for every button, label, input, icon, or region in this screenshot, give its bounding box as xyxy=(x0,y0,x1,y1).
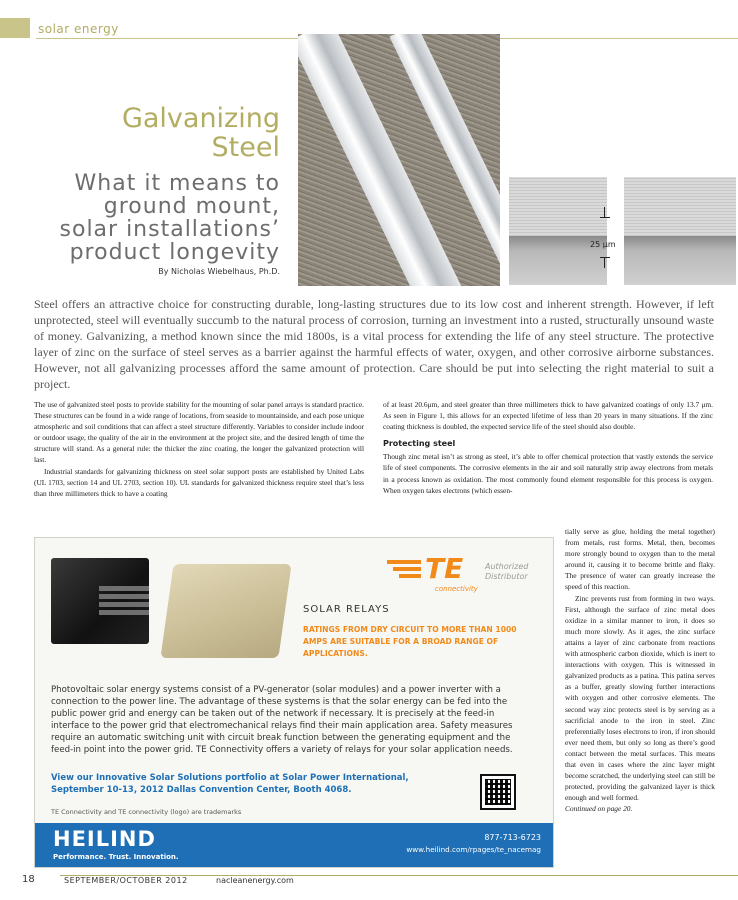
section-label: solar energy xyxy=(38,22,119,36)
ad-url-link[interactable]: www.heilind.com/rpages/te_nacemag xyxy=(406,845,541,854)
steel-substrate xyxy=(624,236,736,285)
ad-body: Photovoltaic solar energy systems consist of a PV-generator (solar modules) and a power inverter with a connection to the power line. The advantage of these systems is that the solar energy can be fed into the public power grid and energy can be taken out of the network if necessary. It is precisely at the feed-in interface to the power grid that electromechanical relays find their main application area. Safety measures require an automatic switching unit with circuit break function between the generating equipment and the feed-in point into the power grid. TE Connectivity offers a variety of relays for your solar application needs. xyxy=(51,685,513,755)
micrograph-left xyxy=(509,177,607,285)
section-color-block xyxy=(0,18,30,38)
zinc-layer xyxy=(624,177,736,236)
solar-rail-photo xyxy=(298,34,500,286)
scale-label: 25 μm xyxy=(590,240,616,249)
authorized-line: Distributor xyxy=(485,572,528,581)
title-line: Galvanizing xyxy=(121,103,280,134)
page-number: 18 xyxy=(22,874,35,885)
issue-date: SEPTEMBER/OCTOBER 2012 xyxy=(64,876,188,885)
subtitle-line: solar installations’ xyxy=(59,217,280,242)
heilind-logo: HEILIND xyxy=(53,827,156,851)
authorized-distributor xyxy=(485,562,528,582)
micrograph-right xyxy=(624,177,736,285)
body-paragraph: tially serve as glue, holding the metal together) from metals, rust forms. Metal, then, becomes more strongly bound to oxygen than to the metal around it, causing it to become brittle and flaky. The presence of water can greatly increase the speed of this reaction. xyxy=(565,527,715,592)
ad-trademark: TE Connectivity and TE connectivity (logo) are trademarks xyxy=(51,808,242,816)
subtitle-line: What it means to xyxy=(74,171,280,196)
heilind-footer xyxy=(35,823,554,868)
continued-note: Continued on page 20. xyxy=(565,804,633,814)
intro-paragraph: Steel offers an attractive choice for constructing durable, long-lasting structures due to its low cost and inherent strength. However, if left unprotected, steel will eventually succumb to the natural process of corrosion, turning an investment into a rusted, structurally unsound waste of money. Galvanizing, a method known since the mid 1800s, is a vital process for extending the life of any steel structure. The protective layer of zinc on the surface of steel serves as a barrier against the harmful effects of water, oxygen, and other corrosive airborne substances. However, not all galvanizing processes afford the same amount of protection. Care should be put into selecting the right material to suit a project. xyxy=(34,297,714,391)
ad-phone[interactable]: 877-713-6723 xyxy=(484,833,541,842)
black-relay-image xyxy=(51,558,149,644)
body-paragraph: The use of galvanized steel posts to provide stability for the mounting of solar panel arrays is standard practice. These structures can be found in a wide range of locations, from seaside to mountainside, and each pose unique atmospheric and soil conditions that can affect a steel structure differently. Variables to consider include indoor or outdoor usage, the quality of the air in the environment at the project site, and the desired length of time the structure will stand. As a general rule: the thicker the zinc coating, the longer the galvanized protection will last. xyxy=(34,400,364,465)
body-paragraph: Though zinc metal isn’t as strong as steel, it’s able to offer chemical protection that vastly extends the service life of steel components. The corrosive elements in the air and soil naturally strip away electrons from metals in a process known as oxidation. The most commonly found element responsible for this process is oxygen. When oxygen takes electrons (which essen- xyxy=(383,452,713,495)
article-subtitle xyxy=(60,172,280,264)
te-brand: TE xyxy=(425,552,464,585)
zinc-layer xyxy=(509,177,607,236)
tan-relay-image xyxy=(160,564,291,658)
te-connectivity-logo xyxy=(387,552,478,593)
subhead: Protecting steel xyxy=(383,439,456,449)
subtitle-line: product longevity xyxy=(69,240,280,265)
relay-label-icon xyxy=(99,586,149,626)
ad-heading: SOLAR RELAYS xyxy=(303,604,390,615)
body-column-right xyxy=(383,399,713,496)
body-column-left xyxy=(34,399,364,499)
heilind-tagline: Performance. Trust. Innovation. xyxy=(53,853,179,861)
subtitle-line: ground mount, xyxy=(103,194,280,219)
ad-call-to-action[interactable] xyxy=(51,772,471,796)
body-paragraph: of at least 20.6μm, and steel greater than three millimeters thick to have galvanized coatings of only 13.7 μm. As seen in Figure 1, this allows for an expected lifetime of less than 20 years in many situations. If the zinc coating thickness is doubled, the expected service life of the steel should also double. xyxy=(383,400,713,432)
site-url[interactable]: nacleanenergy.com xyxy=(216,876,294,885)
body-column-narrow xyxy=(565,526,715,814)
body-paragraph: Zinc prevents rust from forming in two ways. First, although the surface of zinc metal does oxidize in a similar manner to iron, it does so much more slowly. As it ages, the zinc surface attains a layer of zinc carbonate from reactions with atmospheric carbon dioxide, which is inert to interactions with oxygen. This is witnessed in galvanized products as a patina. This patina serves as a buffer, greatly slowing further interactions with oxygen and other corrosive elements. The second way zinc protects steel is by serving as a sacrificial anode to the iron in steel. Zinc preferentially loses electrons to iron, if iron should ever need them, but only so long as there’s good contact between the metal surfaces. This means that even in cases where the zinc layer might become scratched, the underlying steel can still be protected, providing the galvanized layer is thick enough and well formed. xyxy=(565,593,715,803)
byline: By Nicholas Wiebelhaus, Ph.D. xyxy=(158,267,280,276)
title-line: Steel xyxy=(211,132,280,163)
relay-advertisement xyxy=(34,537,554,868)
article-title xyxy=(122,104,280,162)
cta-line: September 10-13, 2012 Dallas Convention Center, Booth 4068. xyxy=(51,785,352,795)
body-paragraph: Industrial standards for galvanizing thickness on steel solar support posts are established by United Labs (UL 1703, section 14 and UL 2703, section 10). UL standards for galvanized thickness require steel that’s less than three millimeters thick to have a coating xyxy=(34,466,364,498)
qr-code-icon[interactable] xyxy=(480,774,516,810)
ad-tagline: RATINGS FROM DRY CIRCUIT TO MORE THAN 1000 AMPS ARE SUITABLE FOR A BROAD RANGE OF APPLICATIONS. xyxy=(303,625,517,658)
authorized-line: Authorized xyxy=(485,562,529,571)
te-brand-sub: connectivity xyxy=(435,585,478,593)
cta-line: View our Innovative Solar Solutions portfolio at Solar Power International, xyxy=(51,773,409,783)
